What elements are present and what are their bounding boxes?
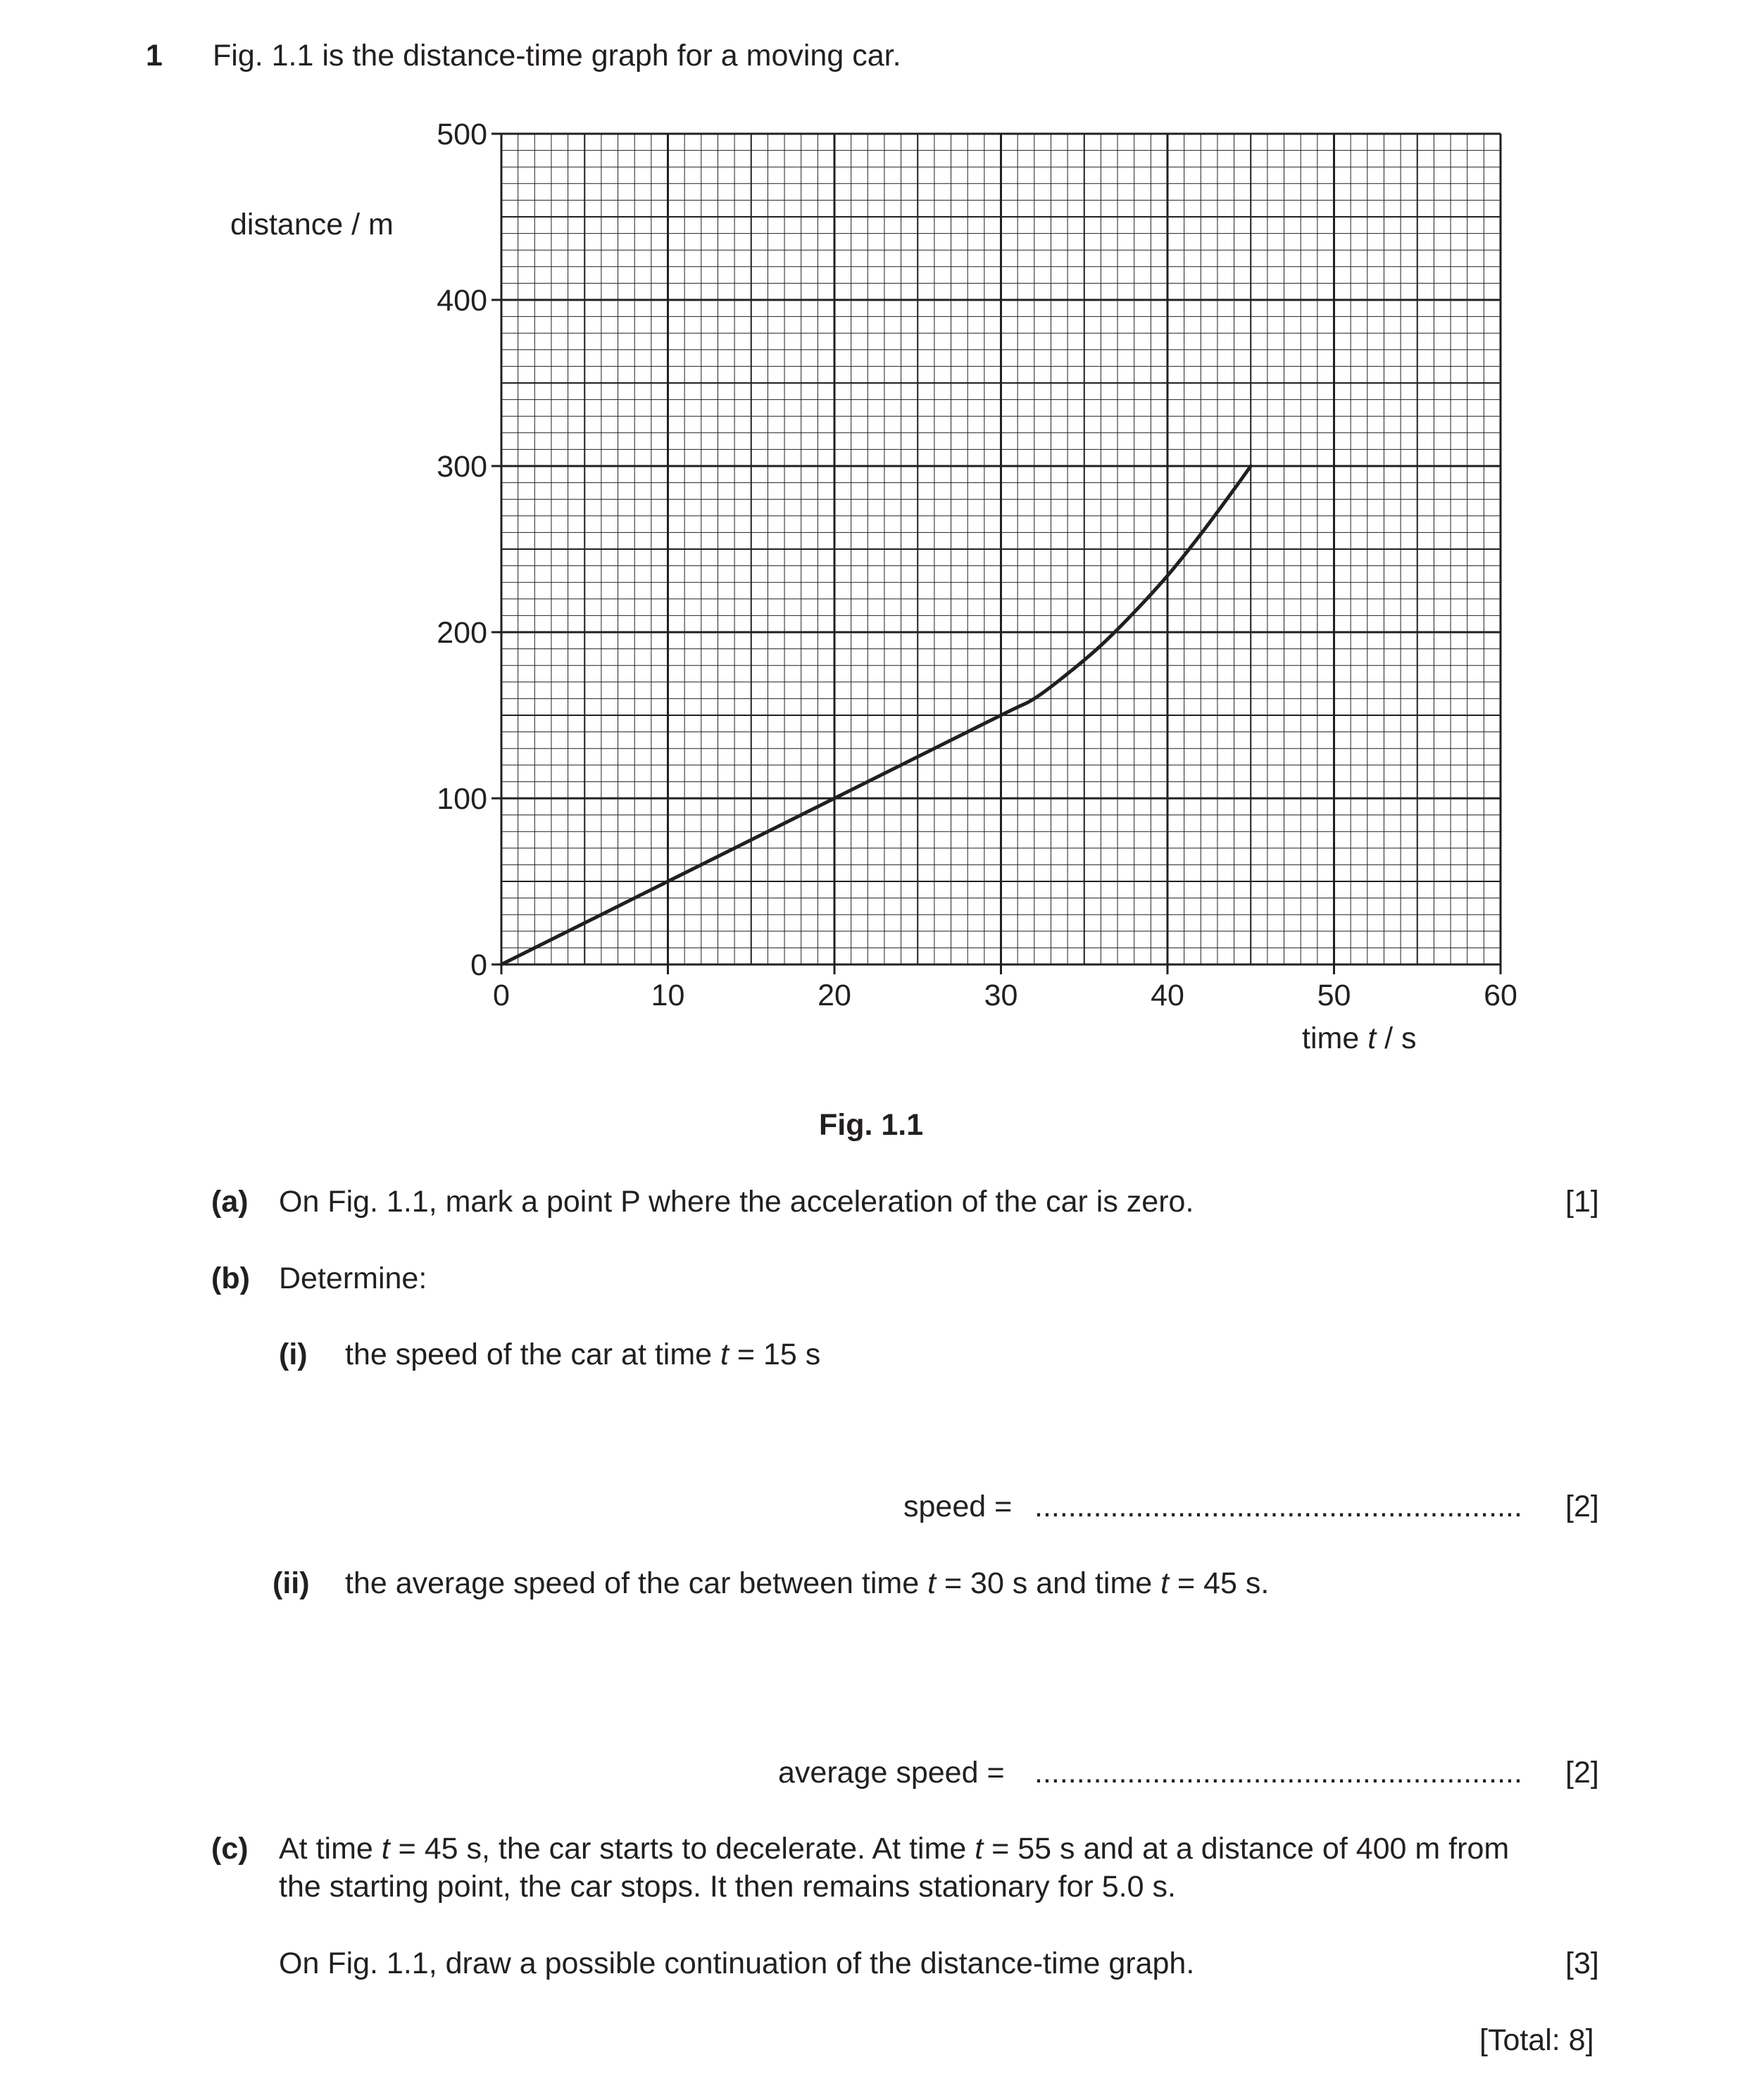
part-c-label: (c) [211,1832,249,1866]
x-tick-label: 0 [493,979,510,1012]
x-tick-label: 20 [818,979,851,1012]
part-a-marks: [1] [1565,1185,1599,1219]
y-tick-label: 0 [470,948,487,982]
average-speed-answer-label: average speed = [778,1756,1005,1790]
part-a-text: On Fig. 1.1, mark a point P where the acceleration of the car is zero. [279,1185,1194,1219]
y-tick-label: 400 [437,284,487,317]
x-axis-label: time t / s [1302,1021,1417,1055]
total-marks: [Total: 8] [1479,2023,1594,2057]
x-tick-label: 60 [1484,979,1517,1012]
part-c-instruction: On Fig. 1.1, draw a possible continuation of the distance-time graph. [279,1947,1195,1980]
part-b-i-text: the speed of the car at time t = 15 s [345,1338,821,1371]
speed-answer-label: speed = [903,1490,1013,1523]
x-tick-label: 30 [984,979,1018,1012]
y-tick-label: 200 [437,616,487,650]
tick-labels [437,118,1517,1012]
y-tick-label: 300 [437,450,487,484]
question-intro: Fig. 1.1 is the distance-time graph for a moving car. [213,39,901,73]
part-b-label: (b) [211,1262,250,1295]
part-b-i-marks: [2] [1565,1490,1599,1523]
part-a-label: (a) [211,1185,249,1219]
y-tick-label: 100 [437,782,487,816]
y-axis-label: distance / m [230,208,394,241]
question-number: 1 [146,39,163,73]
part-b-ii-label: (ii) [273,1566,310,1600]
part-b-ii-marks: [2] [1565,1756,1599,1790]
part-b-text: Determine: [279,1262,427,1295]
part-c-line2: the starting point, the car stops. It then remains stationary for 5.0 s. [279,1870,1176,1904]
x-tick-label: 10 [651,979,685,1012]
part-b-i-label: (i) [279,1338,308,1371]
x-tick-label: 50 [1317,979,1351,1012]
part-c-line1: At time t = 45 s, the car starts to decelerate. At time t = 55 s and at a distance of 400 m from [279,1832,1510,1866]
y-tick-label: 500 [437,118,487,151]
part-c-marks: [3] [1565,1947,1599,1980]
part-b-ii-text: the average speed of the car between time t = 30 s and time t = 45 s. [345,1566,1270,1600]
x-tick-label: 40 [1151,979,1184,1012]
figure-caption: Fig. 1.1 [819,1108,924,1142]
average-speed-answer-line[interactable]: .......................................................... [1034,1756,1522,1790]
speed-answer-line[interactable]: .......................................................... [1034,1490,1522,1523]
